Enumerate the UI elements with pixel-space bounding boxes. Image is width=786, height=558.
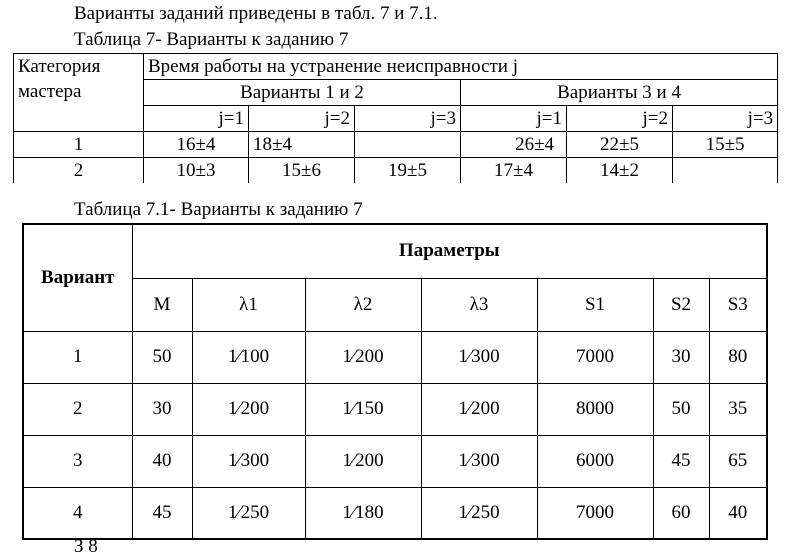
- variant-cell: 2: [23, 383, 132, 435]
- value-cell: 1⁄300: [421, 435, 537, 487]
- value-cell: 1⁄250: [421, 487, 537, 539]
- value-cell: 22±5: [567, 132, 673, 158]
- value-cell: 10±3: [144, 158, 249, 184]
- variant-cell: 3: [23, 435, 132, 487]
- j-label: j=2: [249, 106, 355, 132]
- value-cell: 8000: [537, 383, 653, 435]
- category-cell: 2: [14, 158, 144, 184]
- value-cell: 1⁄300: [421, 331, 537, 383]
- value-cell: 1⁄200: [421, 383, 537, 435]
- param-label: λ2: [305, 278, 421, 331]
- param-label: S3: [709, 278, 767, 331]
- value-cell: 7000: [537, 487, 653, 539]
- value-cell: 50: [653, 383, 709, 435]
- header-group-1: Варианты 1 и 2: [144, 80, 461, 106]
- table-row: [23, 331, 767, 383]
- value-cell: 1⁄200: [305, 435, 421, 487]
- value-cell: 1⁄100: [192, 331, 305, 383]
- param-label: S2: [653, 278, 709, 331]
- value-cell: 18±4: [249, 132, 355, 158]
- variant-cell: 4: [23, 487, 132, 539]
- table-row: [14, 158, 778, 184]
- j-label: j=1: [144, 106, 249, 132]
- header-params: Параметры: [132, 224, 767, 278]
- value-cell: 1⁄150: [305, 383, 421, 435]
- value-cell: 80: [709, 331, 767, 383]
- value-cell: 26±4: [461, 132, 567, 158]
- value-cell: 17±4: [461, 158, 567, 184]
- table7-caption: Таблица 7- Варианты к заданию 7: [74, 29, 349, 50]
- param-label: λ3: [421, 278, 537, 331]
- table-row: [23, 383, 767, 435]
- value-cell: 30: [132, 383, 192, 435]
- value-cell: 19±5: [355, 158, 461, 184]
- value-cell: 15±6: [249, 158, 355, 184]
- value-cell: 1⁄200: [192, 383, 305, 435]
- value-cell: [673, 158, 778, 184]
- table-7: [13, 53, 778, 183]
- value-cell: 1⁄180: [305, 487, 421, 539]
- value-cell: 65: [709, 435, 767, 487]
- param-label: λ1: [192, 278, 305, 331]
- value-cell: 35: [709, 383, 767, 435]
- value-cell: 45: [132, 487, 192, 539]
- intro-text: Варианты заданий приведены в табл. 7 и 7.1.: [74, 3, 438, 24]
- cut-off-text: З 8: [74, 536, 98, 557]
- header-time: Время работы на устранение неисправности j: [144, 54, 778, 80]
- j-label: j=3: [673, 106, 778, 132]
- value-cell: 1⁄300: [192, 435, 305, 487]
- table71-caption: Таблица 7.1- Варианты к заданию 7: [74, 199, 363, 220]
- value-cell: 1⁄250: [192, 487, 305, 539]
- table-row: [23, 435, 767, 487]
- j-label: j=3: [355, 106, 461, 132]
- value-cell: 6000: [537, 435, 653, 487]
- value-cell: [355, 132, 461, 158]
- value-cell: 40: [709, 487, 767, 539]
- header-group-2: Варианты 3 и 4: [461, 80, 778, 106]
- value-cell: 60: [653, 487, 709, 539]
- value-cell: 50: [132, 331, 192, 383]
- j-label: j=2: [567, 106, 673, 132]
- table-7-1: [22, 223, 768, 540]
- param-label: S1: [537, 278, 653, 331]
- value-cell: 7000: [537, 331, 653, 383]
- table-row: [14, 132, 778, 158]
- value-cell: 14±2: [567, 158, 673, 184]
- value-cell: 45: [653, 435, 709, 487]
- category-cell: 1: [14, 132, 144, 158]
- value-cell: 16±4: [144, 132, 249, 158]
- header-variant: Вариант: [23, 224, 132, 331]
- param-label: M: [132, 278, 192, 331]
- table-row: [23, 487, 767, 539]
- value-cell: 1⁄200: [305, 331, 421, 383]
- variant-cell: 1: [23, 331, 132, 383]
- value-cell: 40: [132, 435, 192, 487]
- value-cell: 15±5: [673, 132, 778, 158]
- value-cell: 30: [653, 331, 709, 383]
- j-label: j=1: [461, 106, 567, 132]
- header-category: Категория мастера: [14, 54, 144, 132]
